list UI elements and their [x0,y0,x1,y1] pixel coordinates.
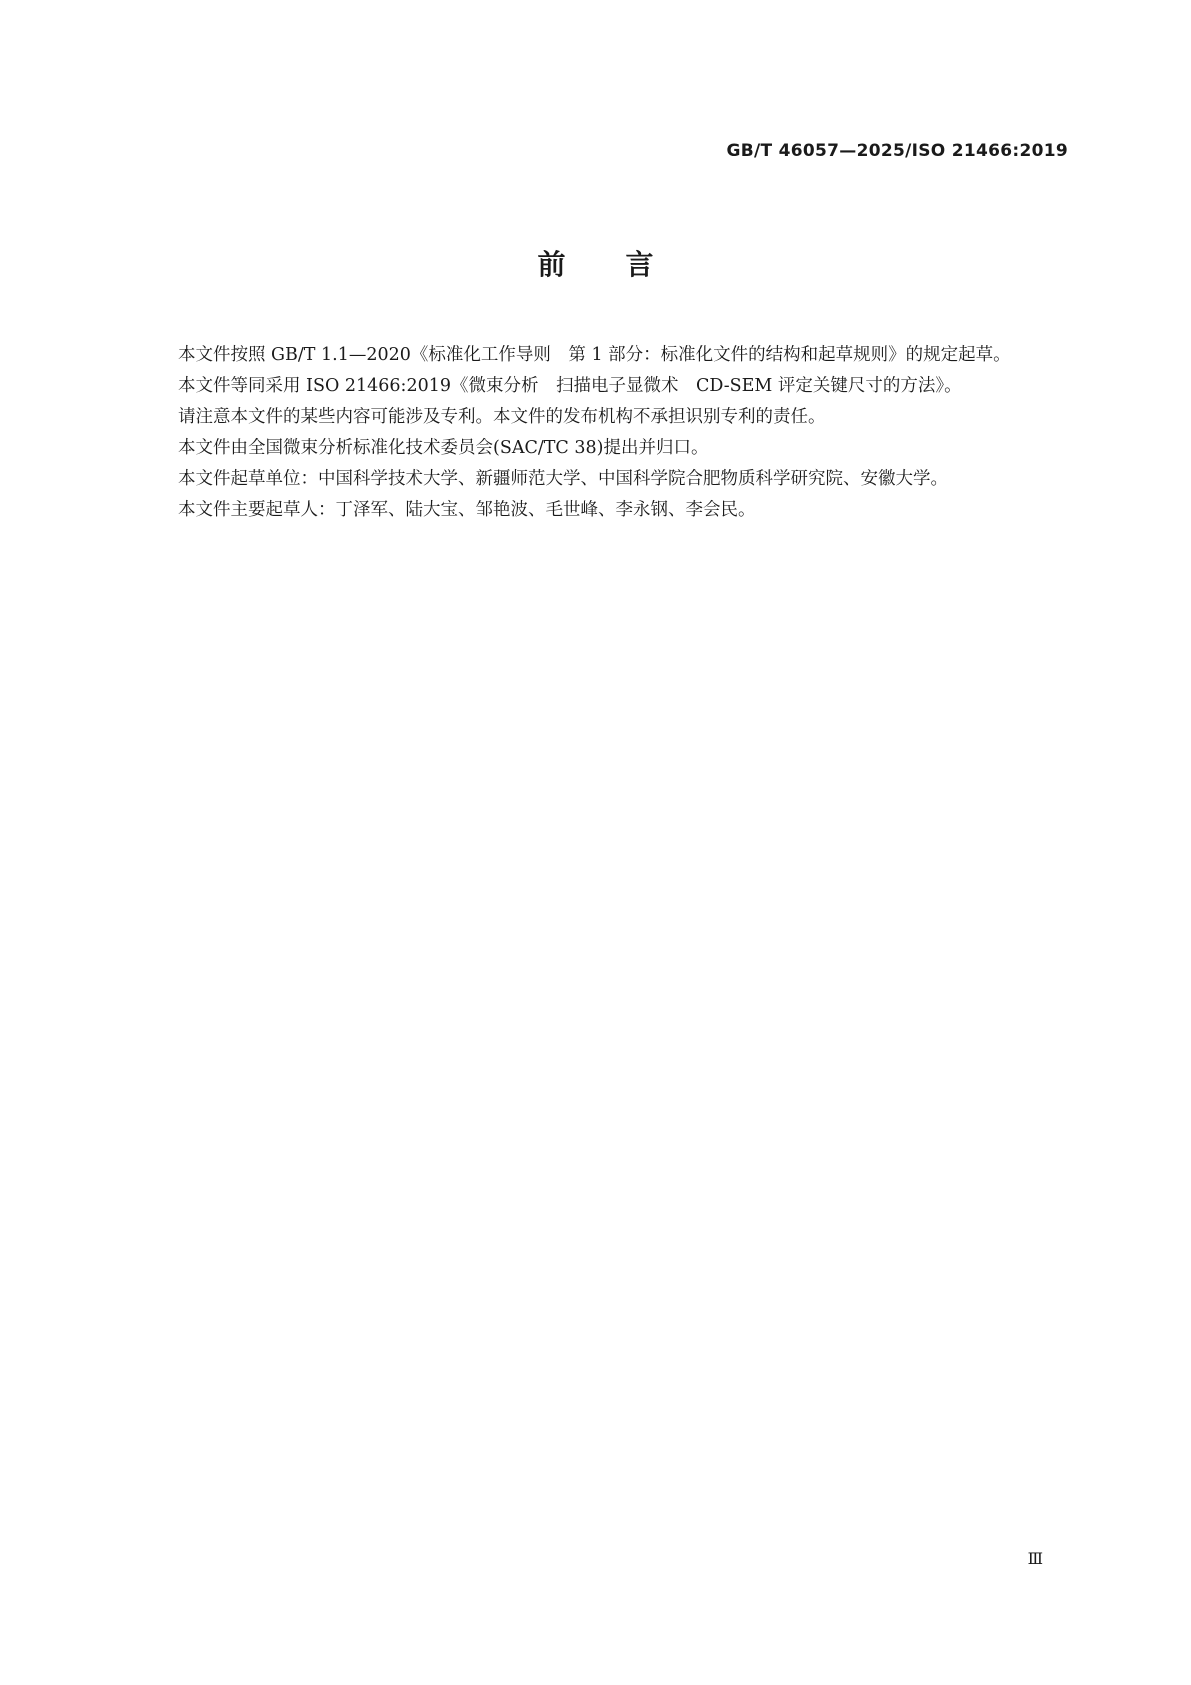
page-title: 前言 [537,248,714,281]
paragraph-committee: 本文件由全国微束分析标准化技术委员会(SAC/TC 38)提出并归口。 [178,438,709,458]
page-number: Ⅲ [1027,1549,1043,1568]
paragraph-drafting-units: 本文件起草单位：中国科学技术大学、新疆师范大学、中国科学院合肥物质科学研究院、安徽大学。 [178,469,948,489]
standard-number-header: GB/T 46057—2025/ISO 21466:2019 [726,141,1068,161]
preface-body [143,340,1068,526]
paragraph-drafters: 本文件主要起草人：丁泽军、陆大宝、邹艳波、毛世峰、李永钢、李会民。 [178,500,756,520]
paragraph-adoption: 本文件等同采用 ISO 21466:2019《微束分析 扫描电子显微术 CD-SEM 评定关键尺寸的方法》。 [178,376,962,396]
paragraph-patent-notice: 请注意本文件的某些内容可能涉及专利。本文件的发布机构不承担识别专利的责任。 [178,407,826,427]
paragraph-drafting-rules: 本文件按照 GB/T 1.1—2020《标准化工作导则 第 1 部分：标准化文件的结构和起草规则》的规定起草。 [178,345,1011,365]
